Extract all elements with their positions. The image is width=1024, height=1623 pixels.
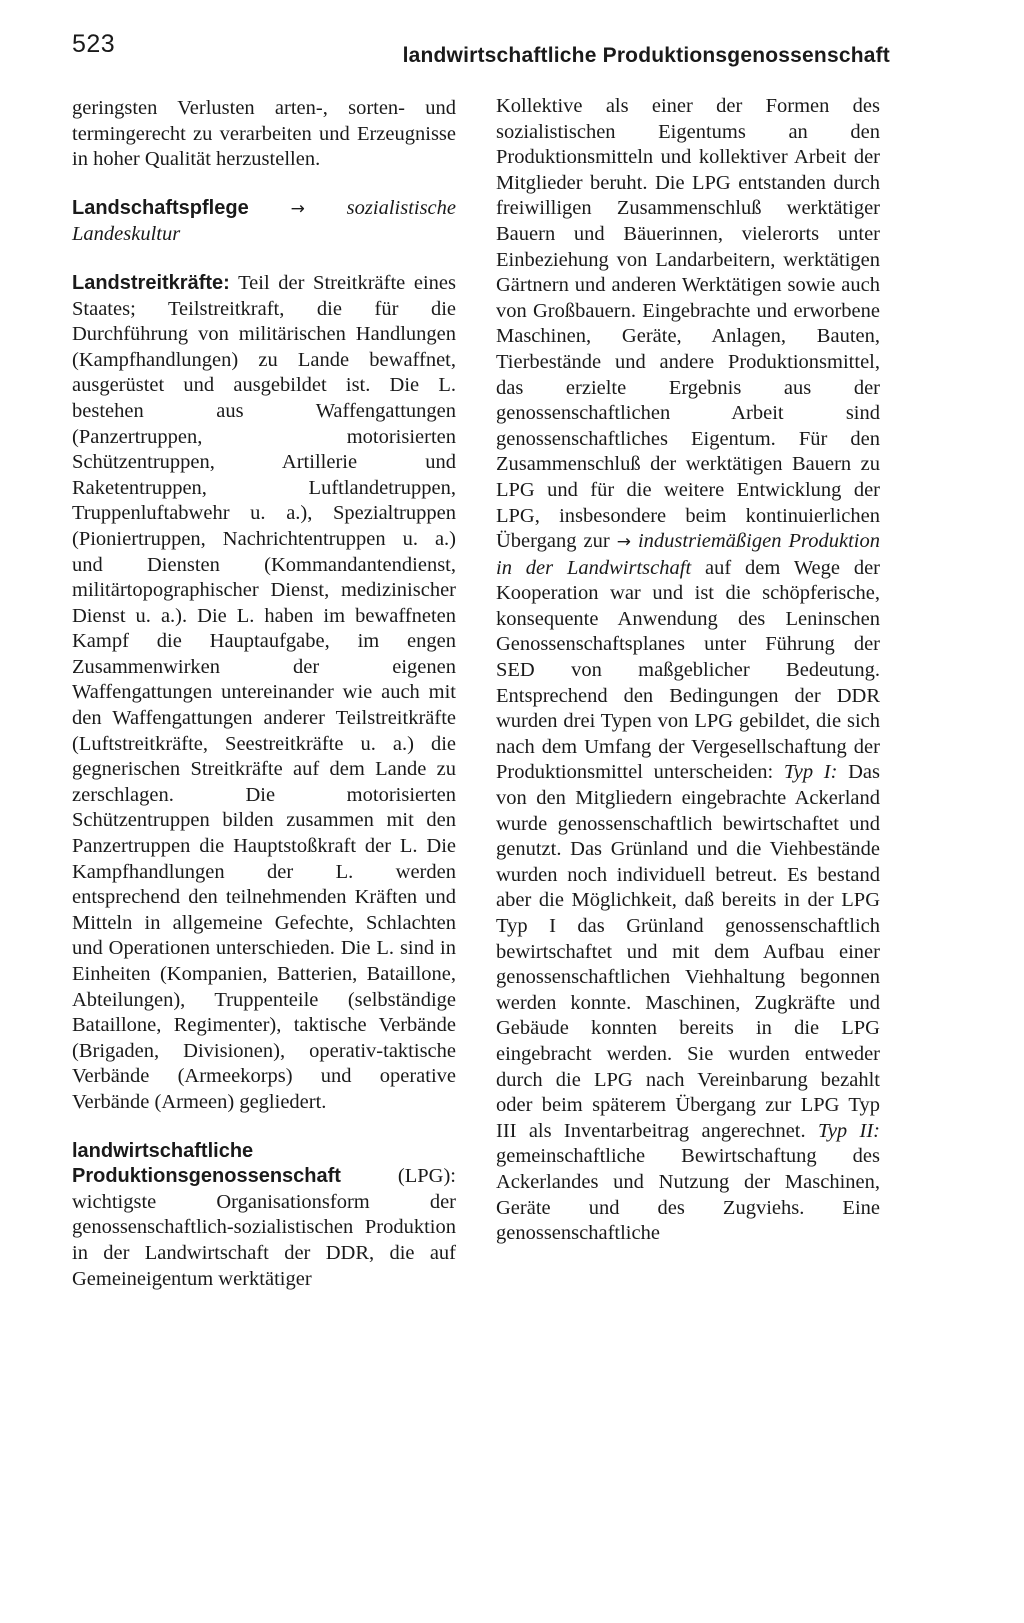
continuation-paragraph — [72, 96, 456, 173]
entry-landschaftspflege — [72, 196, 456, 248]
entry-landstreitkraefte — [72, 271, 456, 1116]
right-column — [496, 94, 880, 1247]
entry-keyword: landwirtschaftliche Produktionsgenossenschaft — [72, 1139, 341, 1188]
entry-lpg — [72, 1139, 456, 1293]
typ-label: Typ I: — [783, 761, 838, 784]
continuation-text: geringsten Verlusten arten-, sorten- und termingerecht zu verarbeiten und Erzeugnisse in hoher Qualität herzustellen. — [72, 97, 456, 171]
entry-text: auf dem Wege der Kooperation war und ist die schöpferische, konsequente Anwendung des Leninschen Genossenschaftsplanes unter Führung der SED von maßgeblicher Bedeutung. Entsprechend den Bedingungen der DDR wurden drei Typen von LPG gebildet, die sich nach dem Umfang der Vergesellschaftung der Produktionsmittel unterscheiden: — [496, 556, 881, 784]
page-number: 523 — [72, 30, 116, 58]
cross-reference-arrow-icon: → — [290, 198, 305, 219]
entry-text: Das von den Mitgliedern eingebrachte Ackerland wurde genossenschaftlich bewirtschaftet und genutzt. Das Grünland und die Viehbestände wurden noch individuell betreut. Es bestand aber die Möglichkeit, daß bereits in der LPG Typ I das Grünland genossenschaftlich bewirtschaftet und mit dem Aufbau einer genossenschaftlichen Viehhaltung begonnen werden konnte. Maschinen, Zugkräfte und Gebäude konnten bereits in die LPG eingebracht werden. Sie wurden entweder durch die LPG nach Vereinbarung bezahlt oder beim späterem Übergang zur LPG Typ III als Inventarbeitrag angerechnet. — [496, 761, 880, 1142]
typ-label: Typ II: — [817, 1119, 880, 1142]
entry-text: (LPG): wichtigste Organisationsform der genossenschaftlich-sozialistischen Produktion in der Landwirtschaft der DDR, die auf Gemeineigentum werktätiger — [72, 1165, 456, 1290]
left-column — [72, 96, 456, 1292]
entry-text: Kollektive als einer der Formen des sozialistischen Eigentums an den Produktionsmitteln und kollektiver Arbeit der Mitglieder beruht. Die LPG entstanden durch freiwilligen Zusammenschluß werktätiger Bauern und Bäuerinnen, vielerorts unter Einbeziehung von Landarbeitern, werktätigen Gärtnern und anderen Werktätigen sowie auch von Großbauern. Eingebrachte und erworbene Maschinen, Geräte, Anlagen, Bauten, Tierbestände und andere Produktionsmittel, das erzielte Ergebnis aus der genossenschaftlichen Arbeit sind genossenschaftliches Eigentum. Für den Zusammenschluß der werktätigen Bauern zu LPG und für die weitere Entwicklung der LPG, insbesondere beim kontinuierlichen Übergang zur — [496, 95, 880, 553]
cross-reference-link[interactable]: sozialistische Landeskultur — [72, 196, 457, 246]
running-head: landwirtschaftliche Produktionsgenossenschaft — [402, 44, 890, 67]
entry-text: gemeinschaftliche Bewirtschaftung des Ackerlandes und Nutzung der Maschinen, Geräte und des Zugviehs. Eine genossenschaftliche — [496, 1145, 880, 1245]
entry-text: Teil der Streitkräfte eines Staates; Teilstreitkraft, die für die Durchführung von militärischen Handlungen (Kampfhandlungen) zu Lande bewaffnet, ausgerüstet und ausgebildet ist. Die L. bestehen aus Waffengattungen (Panzertruppen, motorisierten Schützentruppen, Artillerie und Raketentruppen, Luftlandetruppen, Truppenluftabwehr u. a.), Spezialtruppen (Pioniertruppen, Nachrichtentruppen u. a.) und Diensten (Kommandantendienst, militärtopographischer Dienst, medizinischer Dienst u. a.). Die L. haben im bewaffneten Kampf die Hauptaufgabe, im engen Zusammenwirken der eigenen Waffengattungen untereinander wie auch mit den Waffengattungen anderer Teilstreitkräfte (Luftstreitkräfte, Seestreitkräfte u. a.) die gegnerischen Streitkräfte auf dem Lande zu zerschlagen. Die motorisierten Schützentruppen bilden zusammen mit den Panzertruppen die Hauptstoßkraft der L. Die Kampfhandlungen der L. werden entsprechend den teilnehmenden Kräften und Mitteln in allgemeine Gefechte, Schlachten und Operationen unterschieden. Die L. sind in Einheiten (Kompanien, Batterien, Bataillone, Abteilungen), Truppenteile (selbständige Bataillone, Regimenter), taktische Verbände (Brigaden, Divisionen), operativ-taktische Verbände (Armeekorps) und operative Verbände (Armeen) gegliedert. — [72, 271, 456, 1113]
cross-reference-arrow-icon: → — [616, 532, 631, 553]
cross-reference-link[interactable]: industriemäßigen Produktion in der Landwirtschaft — [496, 530, 880, 579]
entry-keyword: Landstreitkräfte: — [72, 271, 230, 294]
entry-keyword: Landschaftspflege — [72, 196, 249, 219]
entry-lpg-continued — [496, 94, 880, 1247]
page-header — [72, 30, 890, 74]
